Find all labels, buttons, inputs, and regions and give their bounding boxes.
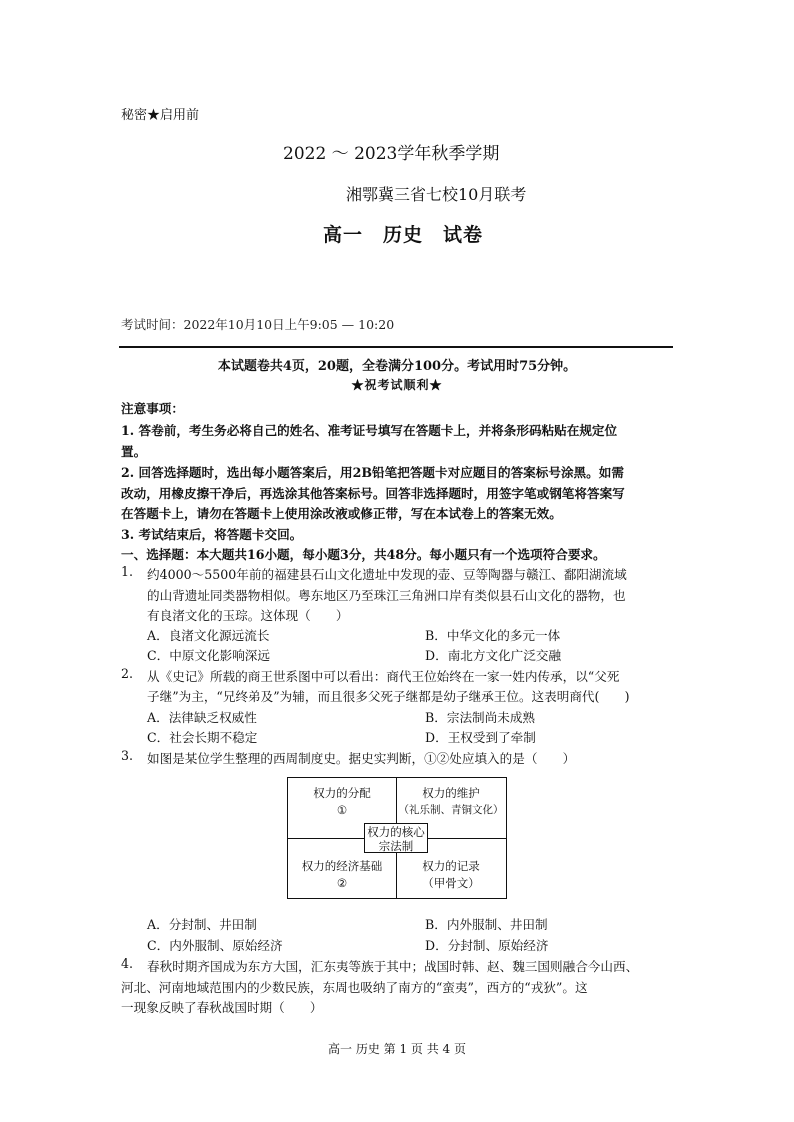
diagram-cell-record — [396, 858, 506, 892]
diagram-label: 权力的分配 — [313, 786, 371, 800]
option-b: B．内外服制、井田制 — [425, 917, 548, 932]
exam-summary: 本试题卷共4页，20题，全卷满分100分。考试用时75分钟。 — [217, 359, 577, 374]
question-text: 河北、河南地域范围内的少数民族，东周也吸纳了南方的“蛮夷”，西方的“戎狄”。这 — [121, 980, 588, 995]
title-exam: 湘鄂冀三省七校10月联考 — [346, 185, 527, 204]
question-number: 3. — [121, 748, 134, 763]
title-subject: 高一 历史 试卷 — [323, 224, 484, 246]
option-d: D．南北方文化广泛交融 — [425, 648, 562, 663]
diagram-sublabel: 宗法制 — [378, 839, 414, 853]
notice-line: 3. 考试结束后，将答题卡交回。 — [121, 527, 303, 542]
option-c: C．中原文化影响深远 — [147, 648, 270, 663]
notice-heading: 注意事项： — [121, 401, 184, 416]
diagram-label: 权力的维护 — [422, 786, 480, 800]
exam-wish: ★祝考试顺利★ — [351, 378, 443, 392]
diagram-sublabel: （礼乐制、青铜文化） — [398, 804, 504, 816]
notice-line: 置。 — [121, 444, 147, 459]
diagram-label: 权力的记录 — [422, 859, 480, 873]
question-text: 春秋时期齐国成为东方大国，汇东夷等族于其中；战国时韩、赵、魏三国则融合今山西、 — [147, 959, 639, 974]
question-number: 2. — [121, 666, 134, 681]
notice-line: 2. 回答选择题时，选出每小题答案后，用2B铅笔把答题卡对应题目的答案标号涂黑。如需 — [121, 465, 624, 480]
exam-time: 考试时间：2022年10月10日上午9:05 — 10:20 — [121, 317, 395, 332]
option-d: D．王权受到了牵制 — [425, 730, 536, 745]
diagram-cell-distribution — [288, 785, 396, 819]
diagram-cell-maintenance — [396, 785, 506, 819]
option-a: A．分封制、井田制 — [147, 917, 257, 932]
option-a: A．法律缺乏权威性 — [147, 710, 257, 725]
question-text: 有良渚文化的玉琮。这体现（ ） — [147, 608, 349, 623]
diagram-center-core — [364, 823, 428, 853]
option-b: B．宗法制尚未成熟 — [425, 710, 536, 725]
option-d: D．分封制、原始经济 — [425, 938, 549, 953]
question-text: 如图是某位学生整理的西周制度史。据史实判断，①②处应填入的是（ ） — [147, 751, 576, 766]
diagram-blank-1: ① — [336, 803, 348, 817]
question-text: 约4000～5500年前的福建县石山文化遗址中发现的壶、豆等陶器与赣江、鄱阳湖流域 — [147, 567, 627, 582]
question-text: 子继”为主，“兄终弟及”为辅，而且很多父死子继都是幼子继承王位。这表明商代( ) — [147, 689, 630, 704]
diagram-blank-2: ② — [336, 876, 348, 890]
question-text: 从《史记》所载的商王世系图中可以看出：商代王位始终在一家一姓内传承，以“父死 — [147, 669, 620, 684]
diagram-cell-economic-base — [288, 858, 396, 892]
notice-line: 在答题卡上，请勿在答题卡上使用涂改液或修正带，写在本试卷上的答案无效。 — [121, 506, 562, 521]
question-number: 4. — [121, 956, 134, 971]
notice-line: 1. 答卷前，考生务必将自己的姓名、准考证号填写在答题卡上，并将条形码粘贴在规定位 — [121, 423, 618, 438]
option-c: C．社会长期不稳定 — [147, 730, 258, 745]
divider-line — [119, 346, 673, 348]
diagram-sublabel: （甲骨文） — [422, 876, 480, 890]
option-c: C．内外服制、原始经济 — [147, 938, 283, 953]
secret-label: 秘密★启用前 — [121, 108, 200, 123]
question-text: 的山背遗址同类器物相似。粤东地区乃至珠江三角洲口岸有类似县石山文化的器物，也 — [147, 588, 626, 603]
option-a: A．良渚文化源远流长 — [147, 628, 270, 643]
question-text: 一现象反映了春秋战国时期（ ） — [121, 1000, 323, 1015]
question-number: 1. — [121, 564, 134, 579]
notice-line: 改动，用橡皮擦干净后，再选涂其他答案标号。回答非选择题时，用签字笔或钢笔将答案写 — [121, 486, 625, 501]
western-zhou-diagram — [287, 777, 507, 899]
section-heading: 一、选择题：本大题共16小题，每小题3分，共48分。每小题只有一个选项符合要求。 — [121, 547, 606, 562]
title-semester: 2022 ～ 2023学年秋季学期 — [283, 144, 500, 164]
option-b: B．中华文化的多元一体 — [425, 628, 561, 643]
page-footer: 高一 历史 第 1 页 共 4 页 — [328, 1042, 466, 1056]
diagram-label: 权力的经济基础 — [301, 859, 383, 873]
diagram-label: 权力的核心 — [367, 825, 425, 839]
